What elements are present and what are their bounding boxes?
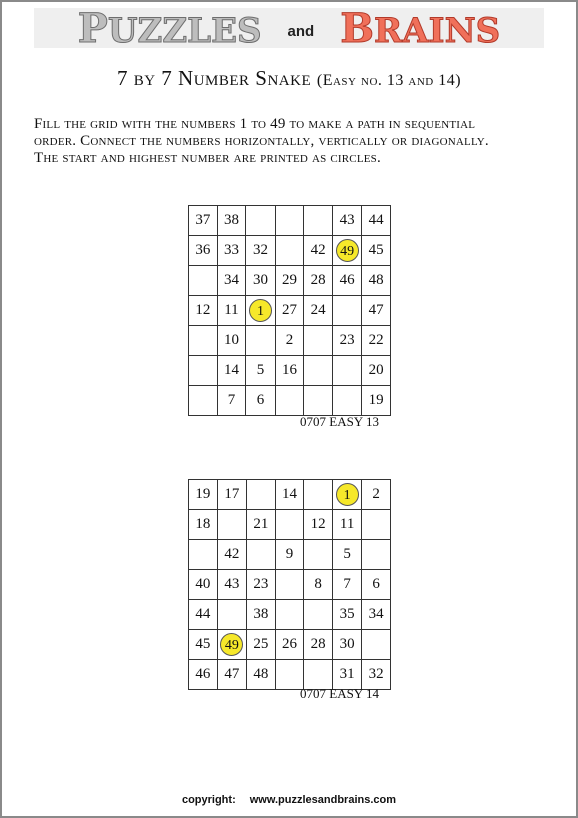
circled-number: 49 [336, 239, 359, 262]
cell-number: 36 [195, 242, 211, 258]
grid-cell[interactable] [362, 540, 391, 570]
grid-cell[interactable] [332, 206, 361, 236]
grid-cell[interactable] [304, 570, 333, 600]
grid-cell[interactable] [217, 600, 246, 630]
grid-cell[interactable] [246, 386, 275, 416]
logo-brains-rest: RAINS [374, 10, 501, 51]
grid-cell[interactable] [189, 630, 218, 660]
cell-number: 44 [195, 606, 211, 622]
grid-cell[interactable] [217, 386, 246, 416]
grid-row [189, 266, 391, 296]
cell-number: 10 [223, 332, 239, 348]
cell-number: 6 [256, 392, 265, 408]
cell-number: 5 [343, 546, 351, 562]
cell-number: 47 [224, 666, 240, 682]
grid-cell[interactable] [362, 236, 391, 266]
grid-cell[interactable] [332, 600, 361, 630]
cell-number: 2 [285, 332, 294, 348]
cell-number: 6 [372, 576, 380, 592]
grid-row [189, 236, 391, 266]
grid-cell[interactable] [189, 660, 218, 690]
grid-cell[interactable] [189, 236, 218, 266]
puzzle-label-14: 0707 EASY 14 [300, 686, 379, 701]
cell-number: 23 [253, 576, 269, 592]
cell-number: 2 [372, 486, 380, 502]
grid-cell[interactable] [304, 630, 333, 660]
cell-number: 30 [252, 272, 268, 288]
grid-cell[interactable] [189, 386, 218, 416]
circled-number: 1 [336, 483, 359, 506]
logo-puzzles-rest: UZZLES [107, 10, 262, 51]
grid-cell[interactable] [246, 236, 275, 266]
grid-cell[interactable] [275, 356, 304, 386]
cell-number: 19 [368, 392, 384, 408]
grid-cell[interactable] [304, 326, 333, 356]
puzzle-grid-13 [188, 205, 391, 416]
grid-cell[interactable] [217, 540, 246, 570]
grid-cell[interactable] [246, 206, 275, 236]
grid-row [189, 296, 391, 326]
cell-number: 9 [285, 546, 294, 562]
puzzle-grid-14 [188, 479, 391, 690]
grid-cell[interactable] [246, 356, 275, 386]
cell-number: 43 [224, 576, 240, 592]
page-title [0, 66, 578, 91]
cell-number: 24 [310, 302, 326, 318]
cell-number: 32 [368, 666, 384, 682]
grid-cell[interactable] [362, 386, 391, 416]
grid-row [189, 480, 391, 510]
grid-cell[interactable] [217, 660, 246, 690]
logo-brains [340, 5, 500, 52]
logo-and: and [287, 22, 315, 40]
grid-cell[interactable] [362, 266, 391, 296]
title-main: 7 by 7 Number Snake [116, 66, 312, 90]
grid-cell[interactable] [304, 660, 333, 690]
cell-number: 8 [314, 576, 322, 592]
cell-number: 47 [368, 302, 384, 318]
grid-cell[interactable] [217, 266, 246, 296]
grid-row [189, 600, 391, 630]
grid-cell[interactable] [304, 510, 333, 540]
cell-number: 11 [339, 516, 355, 532]
grid-cell[interactable] [304, 236, 333, 266]
cell-number: 37 [195, 212, 211, 228]
instruction-line: Fill the grid with the numbers 1 to 49 to make a path in sequential [34, 116, 476, 132]
grid-cell[interactable] [189, 356, 218, 386]
grid-cell[interactable] [275, 630, 304, 660]
grid-cell[interactable] [217, 570, 246, 600]
grid-cell[interactable] [275, 326, 304, 356]
grid-cell[interactable] [189, 296, 218, 326]
copyright [0, 794, 578, 806]
grid-cell[interactable] [247, 660, 276, 690]
grid-cell[interactable] [217, 326, 246, 356]
puzzle-label-13: 0707 EASY 13 [300, 414, 379, 429]
cell-number: 7 [227, 392, 236, 408]
grid-cell[interactable] [332, 540, 361, 570]
cell-number: 25 [253, 636, 269, 652]
grid-cell[interactable] [189, 206, 218, 236]
grid-cell[interactable] [332, 296, 361, 326]
cell-number: 43 [339, 212, 355, 228]
logo-puzzles-cap: P [77, 4, 108, 52]
cell-number: 38 [223, 212, 239, 228]
cell-number: 46 [339, 272, 355, 288]
grid-cell[interactable] [275, 480, 304, 510]
grid-cell[interactable] [275, 206, 304, 236]
grid-row [189, 356, 391, 386]
grid-cell[interactable] [275, 266, 304, 296]
grid-cell[interactable] [362, 206, 391, 236]
grid-cell[interactable] [304, 356, 333, 386]
grid-cell[interactable] [304, 296, 333, 326]
grid-cell[interactable] [332, 570, 361, 600]
cell-number: 42 [310, 242, 326, 258]
cell-number: 14 [281, 486, 297, 502]
grid-cell[interactable] [332, 480, 361, 510]
grid-cell[interactable] [332, 386, 361, 416]
grid-cell[interactable] [304, 386, 333, 416]
grid-cell[interactable] [275, 600, 304, 630]
grid-cell[interactable] [362, 570, 391, 600]
grid-cell[interactable] [332, 236, 361, 266]
grid-cell[interactable] [332, 510, 361, 540]
cell-number: 46 [195, 666, 211, 682]
grid-cell[interactable] [246, 296, 275, 326]
cell-number: 28 [310, 272, 326, 288]
circled-number: 1 [249, 299, 272, 322]
cell-number: 45 [368, 242, 384, 258]
cell-number: 17 [224, 486, 240, 502]
grid-cell[interactable] [189, 326, 218, 356]
grid-cell[interactable] [275, 510, 304, 540]
cell-number: 38 [253, 606, 269, 622]
grid-cell[interactable] [247, 510, 276, 540]
grid-cell[interactable] [362, 356, 391, 386]
grid-cell[interactable] [332, 630, 361, 660]
grid-cell[interactable] [189, 600, 218, 630]
grid-row [189, 386, 391, 416]
grid-cell[interactable] [247, 630, 276, 660]
grid-cell[interactable] [246, 266, 275, 296]
cell-number: 20 [368, 362, 384, 378]
logo-brains-cap: B [340, 4, 375, 52]
title-sub: (Easy no. 13 and 14) [316, 72, 462, 89]
grid-row [189, 630, 391, 660]
grid-cell[interactable] [189, 266, 218, 296]
grid-row [189, 510, 391, 540]
cell-number: 5 [256, 362, 265, 378]
grid-cell[interactable] [217, 356, 246, 386]
cell-number: 40 [195, 576, 211, 592]
grid-cell[interactable] [247, 540, 276, 570]
cell-number: 21 [253, 516, 269, 532]
grid-row [189, 570, 391, 600]
cell-number: 30 [339, 636, 355, 652]
cell-number: 32 [252, 242, 268, 258]
grid-cell[interactable] [217, 206, 246, 236]
copyright-label: copyright: [181, 794, 236, 806]
grid-cell[interactable] [332, 326, 361, 356]
cell-number: 16 [281, 362, 297, 378]
cell-number: 23 [339, 332, 355, 348]
cell-number: 35 [339, 606, 355, 622]
logo-puzzles [78, 5, 262, 52]
cell-number: 12 [195, 302, 211, 318]
instructions [34, 116, 554, 167]
cell-number: 26 [281, 636, 297, 652]
grid-cell[interactable] [362, 600, 391, 630]
grid-cell[interactable] [332, 266, 361, 296]
circled-number: 49 [220, 633, 243, 656]
grid-cell[interactable] [275, 660, 304, 690]
grid-cell[interactable] [332, 356, 361, 386]
cell-number: 19 [195, 486, 211, 502]
grid-cell[interactable] [362, 296, 391, 326]
grid-cell[interactable] [189, 480, 218, 510]
grid-cell[interactable] [275, 570, 304, 600]
grid-cell[interactable] [362, 630, 391, 660]
grid-row [189, 540, 391, 570]
cell-number: 22 [368, 332, 384, 348]
grid-cell[interactable] [275, 540, 304, 570]
logo-banner [34, 4, 544, 52]
grid-cell[interactable] [247, 480, 276, 510]
grid-cell[interactable] [247, 570, 276, 600]
cell-number: 11 [224, 302, 239, 318]
grid-cell[interactable] [275, 296, 304, 326]
cell-number: 48 [253, 666, 269, 682]
grid-cell[interactable] [304, 600, 333, 630]
grid-cell[interactable] [246, 326, 275, 356]
grid-cell[interactable] [362, 480, 391, 510]
cell-number: 44 [368, 212, 384, 228]
grid-cell[interactable] [362, 510, 391, 540]
grid-cell[interactable] [275, 386, 304, 416]
grid-cell[interactable] [362, 660, 391, 690]
grid-cell[interactable] [189, 540, 218, 570]
cell-number: 34 [368, 606, 384, 622]
grid-cell[interactable] [189, 510, 218, 540]
cell-number: 7 [343, 576, 351, 592]
cell-number: 42 [224, 546, 240, 562]
grid-cell[interactable] [189, 570, 218, 600]
copyright-site: www.puzzlesandbrains.com [249, 794, 397, 806]
grid-cell[interactable] [217, 510, 246, 540]
grid-row [189, 660, 391, 690]
grid-cell[interactable] [217, 236, 246, 266]
cell-number: 28 [310, 636, 326, 652]
grid-row [189, 206, 391, 236]
grid-row [189, 326, 391, 356]
grid-cell[interactable] [332, 660, 361, 690]
grid-cell[interactable] [362, 326, 391, 356]
cell-number: 34 [223, 272, 239, 288]
cell-number: 31 [339, 666, 355, 682]
cell-number: 45 [195, 636, 211, 652]
cell-number: 27 [281, 302, 297, 318]
grid-cell[interactable] [217, 296, 246, 326]
cell-number: 33 [223, 242, 239, 258]
cell-number: 12 [310, 516, 326, 532]
cell-number: 14 [223, 362, 239, 378]
grid-cell[interactable] [304, 206, 333, 236]
cell-number: 48 [368, 272, 384, 288]
grid-cell[interactable] [275, 236, 304, 266]
cell-number: 18 [195, 516, 211, 532]
grid-cell[interactable] [304, 266, 333, 296]
cell-number: 29 [281, 272, 297, 288]
grid-cell[interactable] [217, 630, 246, 660]
grid-cell[interactable] [304, 540, 333, 570]
grid-cell[interactable] [217, 480, 246, 510]
grid-cell[interactable] [304, 480, 333, 510]
instruction-line: The start and highest number are printed as circles. [34, 150, 381, 166]
instruction-line: order. Connect the numbers horizontally, vertically or diagonally. [34, 133, 489, 149]
grid-cell[interactable] [247, 600, 276, 630]
